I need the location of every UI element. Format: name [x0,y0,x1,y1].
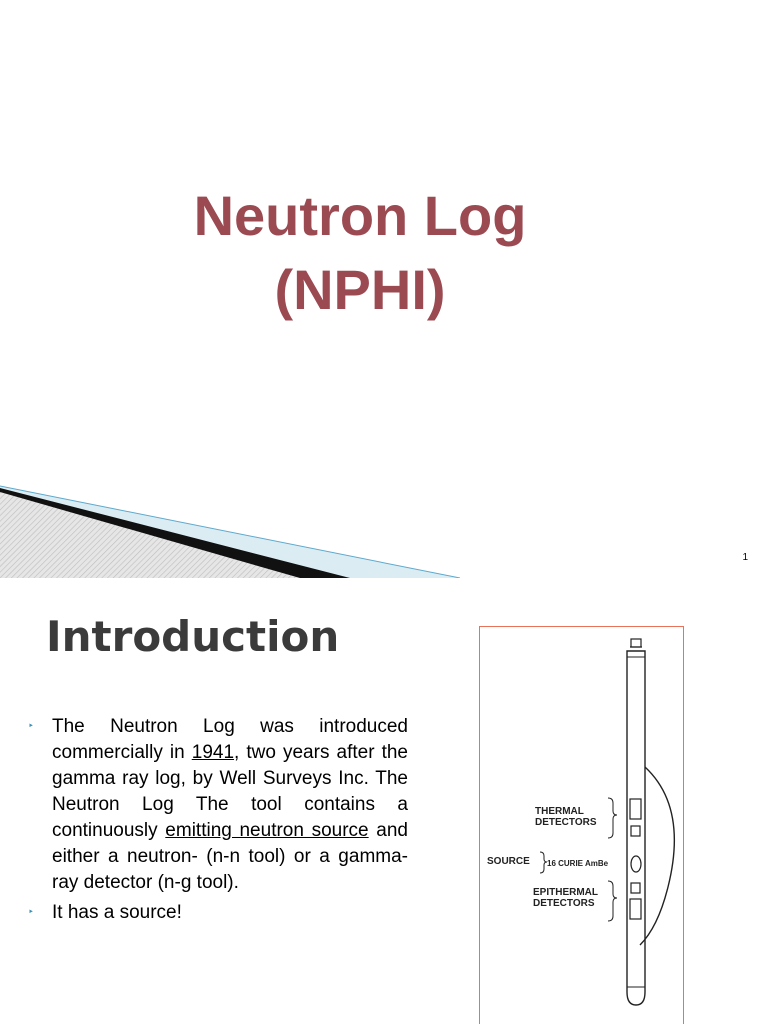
bullet-marker-icon: ‣ [28,721,34,732]
year-text: 1941 [191,742,235,763]
epithermal-detectors-label [533,887,598,909]
bullet-list [28,714,408,930]
bullet-text: and either a neutron- (n-n tool) or a gamma-ray detector (n-g tool). [52,820,408,893]
bullet-marker-icon: ‣ [28,907,34,918]
label-line: DETECTORS [533,898,595,909]
page-number: 1 [742,552,748,563]
source-detail-label: 16 CURIE AmBe [547,859,609,868]
label-line: DETECTORS [535,817,597,828]
slide-title: Neutron Log [193,184,527,247]
source-label: SOURCE [487,856,530,867]
label-line: EPITHERMAL [533,887,598,898]
thermal-detectors-label [535,806,597,828]
neutron-tool-figure [479,626,684,1024]
label-line: THERMAL [535,806,584,817]
bullet-item [28,900,408,926]
bullet-item [28,714,408,896]
bullet-text: It has a source! [52,902,182,923]
decorative-swoosh [0,470,470,578]
bullet-text: The Neutron Log was introduced commercially in [52,716,408,763]
introduction-slide [0,590,768,1024]
section-heading: Introduction [46,612,340,661]
slide-separator [0,578,768,590]
neutron-source-text: emitting neutron source [165,820,369,841]
bullet-text: , two years after the gamma ray log, by Well Surveys Inc. The Neutron Log The tool contains a continuously [52,742,408,841]
slide-subtitle: (NPHI) [274,258,446,321]
